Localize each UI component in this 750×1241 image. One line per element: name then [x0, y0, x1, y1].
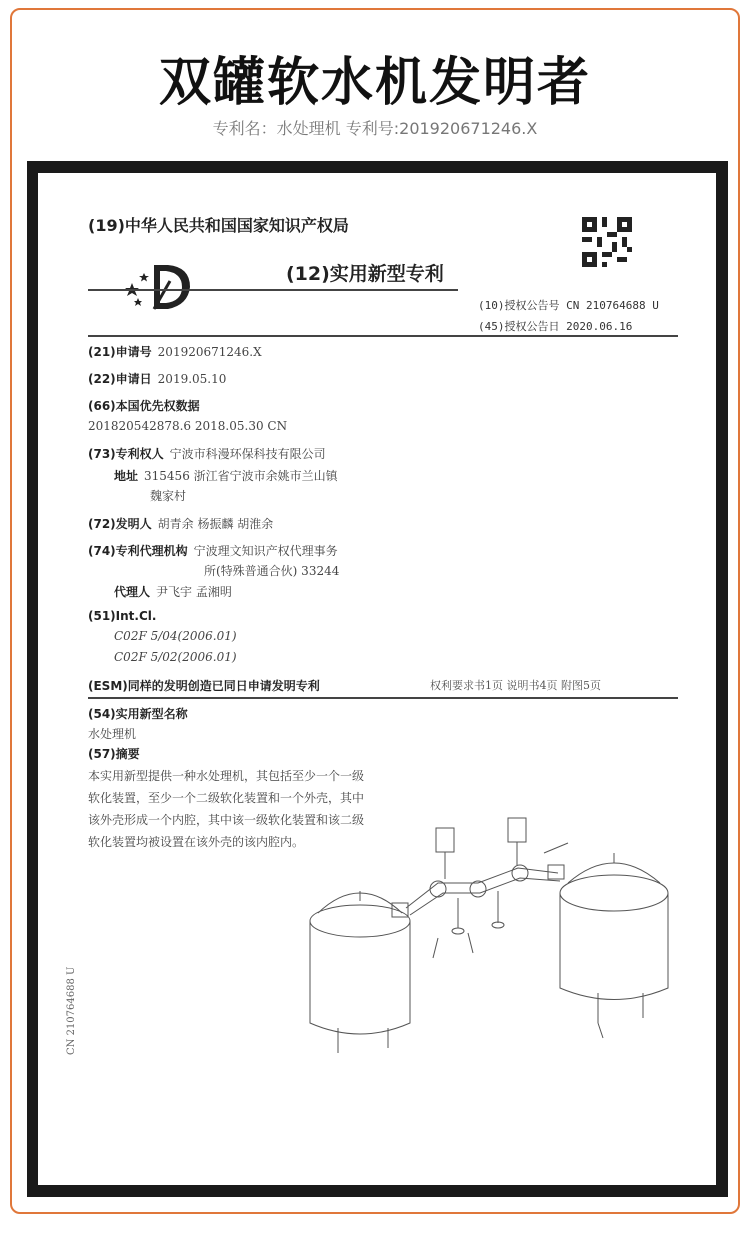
field-value: 魏家村	[150, 489, 187, 503]
esm-note: (ESM)同样的发明创造已同日申请发明专利	[88, 679, 320, 693]
model-name-value: 水处理机	[88, 727, 137, 741]
qr-code-icon	[582, 217, 632, 267]
field-application-no	[88, 343, 262, 360]
field-address-cont	[150, 487, 186, 504]
field-int-cl-2	[114, 650, 237, 664]
patent-office-logo-icon	[124, 253, 204, 313]
field-label: (74)专利代理机构	[88, 544, 188, 558]
field-label: (22)申请日	[88, 372, 152, 386]
field-int-cl-1	[114, 629, 237, 643]
field-agent	[114, 583, 232, 600]
patent-subtitle: 专利名：水处理机 专利号:201920671246.X	[212, 119, 538, 138]
field-value: 201820542878.6 2018.05.30 CN	[88, 419, 288, 433]
field-value: C02F 5/04(2006.01)	[114, 629, 237, 643]
field-agency-cont	[204, 562, 339, 579]
abstract-label: (57)摘要	[88, 747, 140, 761]
field-priority-value	[88, 419, 287, 433]
field-agency	[88, 542, 338, 559]
field-label: (51)Int.Cl.	[88, 609, 157, 623]
office-name: (19)中华人民共和国国家知识产权局	[88, 216, 349, 235]
field-inventors	[88, 515, 273, 532]
field-label: (21)申请号	[88, 345, 152, 359]
field-priority	[88, 397, 200, 414]
field-value: 宁波理文知识产权代理事务	[193, 544, 338, 558]
field-value: 所(特殊普通合伙) 33244	[204, 564, 340, 578]
field-value: 宁波市科漫环保科技有限公司	[169, 447, 326, 461]
pages-info: 权利要求书1页 说明书4页 附图5页	[430, 679, 601, 692]
model-name-label: (54)实用新型名称	[88, 707, 188, 721]
field-value: C02F 5/02(2006.01)	[114, 650, 237, 664]
abstract-text: 本实用新型提供一种水处理机，其包括至少一个一级软化装置，至少一个二级软化装置和一个外壳，其中该外壳形成一个内腔，其中该一级软化装置和该二级软化装置均被设置在该外壳的该内腔内。	[88, 769, 365, 849]
field-value: 尹飞宇 孟湘明	[156, 585, 232, 599]
field-application-date	[88, 370, 226, 387]
field-value: 2019.05.10	[157, 372, 227, 386]
field-address	[114, 467, 338, 484]
field-label: (72)发明人	[88, 517, 152, 531]
field-value: 315456 浙江省宁波市余姚市兰山镇	[144, 469, 338, 483]
field-patentee	[88, 445, 326, 462]
section-divider	[88, 697, 678, 699]
publication-number: (10)授权公告号 CN 210764688 U	[478, 299, 659, 312]
field-label: (66)本国优先权数据	[88, 399, 200, 413]
field-label: 代理人	[114, 585, 151, 599]
publication-date: (45)授权公告日 2020.06.16	[478, 320, 633, 333]
page-title: 双罐软水机发明者	[158, 53, 591, 113]
field-label: 地址	[114, 469, 139, 483]
side-number: CN 210764688 U	[66, 966, 77, 1055]
field-int-cl	[88, 609, 156, 623]
patent-document	[38, 173, 716, 1185]
field-value: 201920671246.X	[157, 345, 262, 359]
water-softener-drawing-icon	[298, 813, 708, 1063]
header-bottom-divider	[88, 335, 678, 337]
header-divider	[88, 289, 458, 291]
document-type: (12)实用新型专利	[286, 263, 444, 285]
field-value: 胡青余 杨振麟 胡淮余	[157, 517, 274, 531]
field-label: (73)专利权人	[88, 447, 164, 461]
